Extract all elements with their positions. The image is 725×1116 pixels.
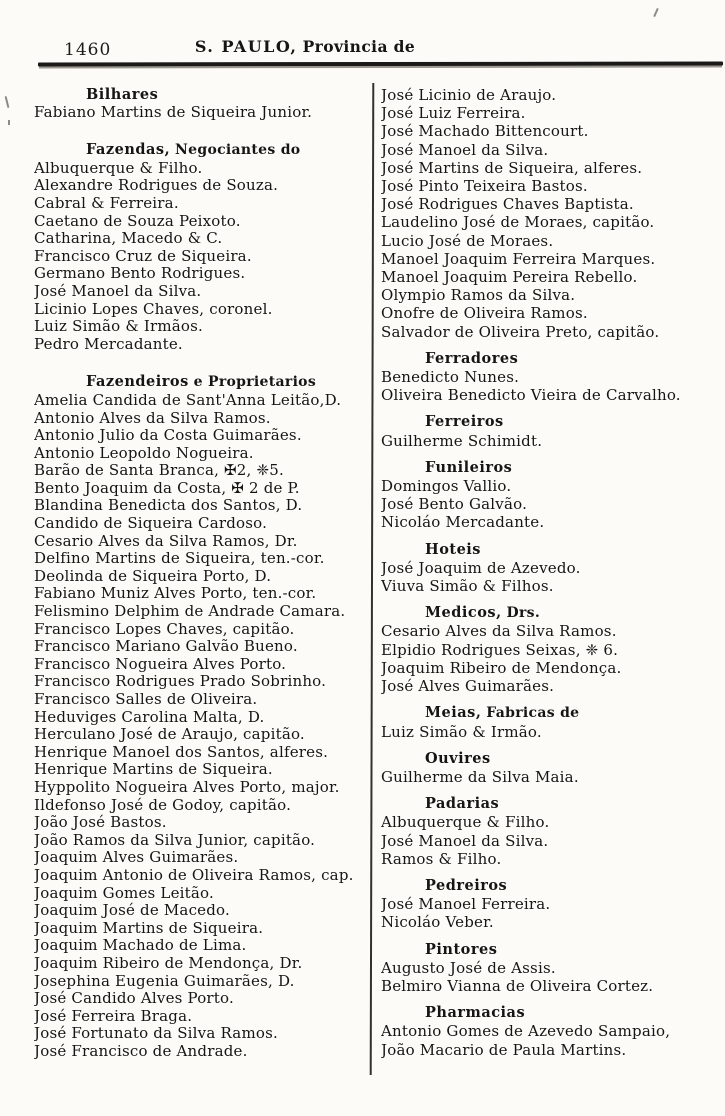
section-heading-bold: Ferreiros: [425, 413, 504, 431]
section-heading-bold: Fazendas,: [86, 141, 171, 159]
directory-entry: Luiz Simão & Irmãos.: [34, 318, 204, 336]
directory-entry: Catharina, Macedo & C.: [34, 230, 223, 248]
directory-entry: Delfino Martins de Siqueira, ten.-cor.: [34, 550, 325, 568]
directory-entry: José Manoel da Silva.: [381, 140, 549, 159]
directory-entry: Antonio Julio da Costa Guimarães.: [34, 427, 302, 445]
directory-entry: Joaquim Gomes Leitão.: [34, 884, 214, 902]
directory-entry: Salvador de Oliveira Preto, capitão.: [381, 322, 660, 341]
directory-entry: José Pinto Teixeira Bastos.: [381, 177, 588, 196]
directory-entry: José Rodrigues Chaves Baptista.: [381, 195, 634, 214]
directory-entry: Amelia Candida de Sant'Anna Leitão,D.: [34, 391, 342, 409]
directory-entry: Onofre de Oliveira Ramos.: [381, 304, 588, 323]
section-heading: [381, 750, 723, 768]
directory-entry: Henrique Manoel dos Santos, alferes.: [34, 743, 329, 761]
directory-entry: Josephina Eugenia Guimarães, D.: [34, 972, 295, 990]
directory-entry: Guilherme Schimidt.: [381, 431, 543, 450]
directory-entry: Ramos & Filho.: [381, 849, 502, 868]
directory-entry: José Candido Alves Porto.: [34, 990, 234, 1008]
right-column: [381, 86, 723, 1059]
directory-entry: Cesario Alves da Silva Ramos, Dr.: [34, 532, 298, 550]
header-title-regular: Provincia de: [302, 37, 416, 56]
directory-entry: Joaquim Martins de Siqueira.: [34, 919, 264, 937]
directory-entry: Heduviges Carolina Malta, D.: [34, 708, 265, 726]
scan-artifact: [653, 8, 658, 17]
directory-entry: Olympio Ramos da Silva.: [381, 286, 576, 305]
directory-entry: Felismino Delphim de Andrade Camara.: [34, 603, 346, 621]
directory-entry: Domingos Vallio.: [381, 477, 512, 496]
section-heading: [34, 141, 370, 160]
directory-entry: José Manoel da Silva.: [381, 831, 549, 850]
directory-entry: Ildefonso José de Godoy, capitão.: [34, 796, 292, 814]
directory-entry: Caetano de Souza Peixoto.: [34, 212, 241, 230]
section-heading-bold: Fazendeiros: [86, 373, 189, 391]
directory-entry: Francisco Mariano Galvão Bueno.: [34, 638, 298, 656]
directory-entry: Laudelino José de Moraes, capitão.: [381, 213, 655, 232]
directory-entry: Candido de Siqueira Cardoso.: [34, 515, 268, 533]
directory-entry: José Martins de Siqueira, alferes.: [381, 158, 643, 177]
section-heading: [381, 877, 723, 895]
column-divider: [370, 83, 375, 1075]
directory-entry: Joaquim Alves Guimarães.: [34, 849, 239, 867]
directory-entry: João José Bastos.: [34, 814, 167, 832]
directory-entry: José Machado Bittencourt.: [381, 122, 589, 141]
directory-entry: Joaquim Antonio de Oliveira Ramos, cap.: [34, 866, 354, 884]
directory-entry: Francisco Lopes Chaves, capitão.: [34, 620, 295, 638]
directory-entry: Luiz Simão & Irmão.: [381, 722, 542, 741]
directory-entry: Antonio Gomes de Azevedo Sampaio,: [381, 1022, 671, 1041]
directory-entry: José Fortunato da Silva Ramos.: [34, 1025, 278, 1043]
section-heading: [381, 459, 723, 477]
section-heading-regular: Negociantes do: [175, 142, 301, 159]
section-heading-bold: Ouvires: [425, 749, 491, 767]
directory-entry: José Joaquim de Azevedo.: [381, 558, 581, 577]
directory-entry: Fabiano Martins de Siqueira Junior.: [34, 103, 313, 121]
section-heading: [381, 795, 723, 813]
directory-entry: Germano Bento Rodrigues.: [34, 265, 246, 283]
section-heading: [381, 350, 723, 368]
directory-entry: Francisco Nogueira Alves Porto.: [34, 655, 287, 673]
page-header-title: [38, 37, 572, 56]
scan-artifact: [5, 96, 10, 108]
directory-entry: José Bento Galvão.: [381, 495, 528, 514]
section-heading-bold: Meias,: [425, 704, 482, 722]
directory-entry: Licinio Lopes Chaves, coronel.: [34, 300, 273, 318]
page-number: 1460: [64, 40, 112, 60]
directory-entry: Nicoláo Mercadante.: [381, 513, 545, 532]
directory-entry: Henrique Martins de Siqueira.: [34, 761, 273, 779]
directory-entry: Antonio Alves da Silva Ramos.: [34, 409, 271, 427]
section-heading: [381, 541, 723, 559]
left-column: [34, 86, 370, 1060]
section-heading-bold: Funileiros: [425, 458, 513, 476]
directory-entry: Antonio Leopoldo Nogueira.: [34, 444, 254, 462]
directory-entry: Lucio José de Moraes.: [381, 231, 554, 250]
directory-entry: Oliveira Benedicto Vieira de Carvalho.: [381, 386, 681, 405]
directory-entry: Guilherme da Silva Maia.: [381, 767, 579, 786]
directory-entry: Herculano José de Araujo, capitão.: [34, 726, 305, 744]
directory-entry: Augusto José de Assis.: [381, 958, 556, 977]
section-heading-regular: Drs.: [506, 605, 541, 622]
directory-entry: Cesario Alves da Silva Ramos.: [381, 622, 617, 641]
directory-entry: José Ferreira Braga.: [34, 1007, 193, 1025]
section-heading-regular: Fabricas de: [486, 705, 580, 722]
directory-entry: Barão de Santa Branca, ✠2, ❈5.: [34, 462, 284, 480]
directory-entry: Pedro Mercadante.: [34, 335, 183, 353]
directory-entry: Joaquim Ribeiro de Mendonça, Dr.: [34, 954, 303, 972]
directory-entry: João Macario de Paula Martins.: [381, 1040, 627, 1059]
section-heading: [381, 413, 723, 431]
directory-entry: José Luiz Ferreira.: [381, 104, 526, 123]
section-heading: [381, 941, 723, 959]
directory-entry: José Manoel Ferreira.: [381, 895, 551, 914]
directory-entry: Joaquim José de Macedo.: [34, 902, 230, 920]
section-heading: [381, 704, 723, 722]
section-heading: [34, 86, 370, 104]
directory-entry: Albuquerque & Filho.: [34, 159, 203, 177]
directory-entry: Viuva Simão & Filhos.: [381, 577, 554, 596]
section-heading-bold: Ferradores: [425, 349, 519, 367]
directory-entry: Fabiano Muniz Alves Porto, ten.-cor.: [34, 585, 317, 603]
directory-entry: Francisco Salles de Oliveira.: [34, 691, 258, 708]
section-heading-regular: e Proprietarios: [193, 374, 317, 391]
section-heading: [34, 373, 370, 392]
directory-entry: Manoel Joaquim Pereira Rebello.: [381, 268, 638, 287]
directory-entry: Nicoláo Veber.: [381, 913, 494, 932]
section-heading-bold: Bilhares: [86, 86, 159, 103]
directory-entry: Deolinda de Siqueira Porto, D.: [34, 567, 272, 585]
directory-entry: Cabral & Ferreira.: [34, 194, 179, 212]
section-heading-bold: Padarias: [425, 795, 500, 813]
section-heading-bold: Pharmacias: [425, 1004, 526, 1022]
directory-entry: João Ramos da Silva Junior, capitão.: [34, 831, 316, 849]
section-heading-bold: Medicos,: [425, 604, 502, 622]
directory-entry: Joaquim Ribeiro de Mendonça.: [381, 658, 622, 677]
directory-entry: Hyppolito Nogueira Alves Porto, major.: [34, 778, 340, 796]
directory-entry: Francisco Cruz de Siqueira.: [34, 247, 252, 265]
directory-entry: José Manoel da Silva.: [34, 282, 202, 300]
directory-entry: José Alves Guimarães.: [381, 677, 555, 696]
directory-entry: Elpidio Rodrigues Seixas, ❈ 6.: [381, 640, 619, 659]
directory-entry: Alexandre Rodrigues de Souza.: [34, 177, 279, 195]
directory-entry: Joaquim Machado de Lima.: [34, 937, 247, 955]
directory-entry: Blandina Benedicta dos Santos, D.: [34, 497, 303, 515]
directory-entry: José Licinio de Araujo.: [381, 86, 557, 104]
directory-entry: Francisco Rodrigues Prado Sobrinho.: [34, 673, 327, 691]
section-heading-bold: Hoteis: [425, 540, 481, 558]
directory-entry: José Francisco de Andrade.: [34, 1042, 248, 1060]
section-heading-bold: Pintores: [425, 940, 498, 958]
header-title-bold: S. PAULO,: [194, 37, 298, 56]
section-heading: [381, 1004, 723, 1022]
directory-entry: Manoel Joaquim Ferreira Marques.: [381, 249, 656, 268]
section-heading-bold: Pedreiros: [425, 876, 508, 894]
directory-entry: Albuquerque & Filho.: [381, 813, 550, 832]
scan-artifact: [8, 120, 10, 125]
directory-entry: Belmiro Vianna de Oliveira Cortez.: [381, 976, 654, 995]
directory-entry: Bento Joaquim da Costa, ✠ 2 de P.: [34, 479, 300, 497]
section-heading: [381, 604, 723, 622]
directory-entry: Benedicto Nunes.: [381, 368, 520, 387]
